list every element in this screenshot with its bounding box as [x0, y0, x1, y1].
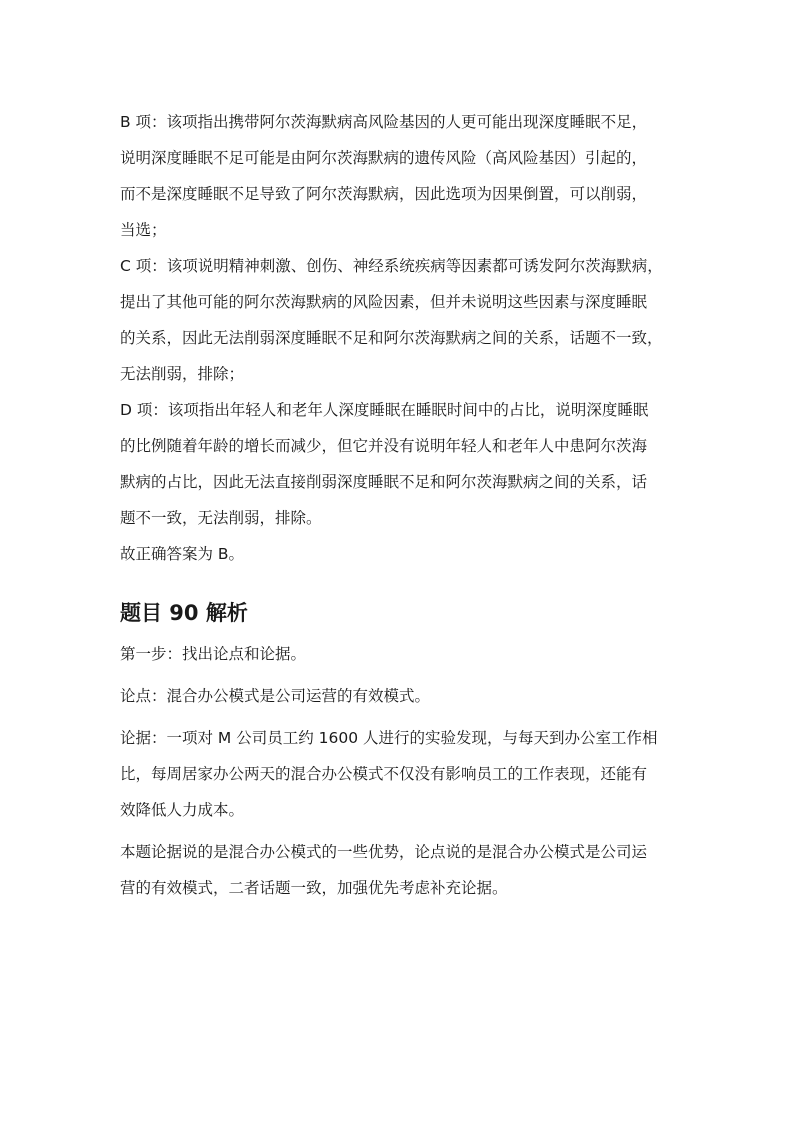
question-90-analysis — [120, 636, 680, 906]
option-b-analysis — [120, 104, 680, 248]
text-line: B 项：该项指出携带阿尔茨海默病高风险基因的人更可能出现深度睡眠不足， — [120, 113, 648, 131]
section-title: 题目 90 解析 — [120, 601, 248, 625]
text-line: 无法削弱，排除； — [120, 365, 245, 383]
text-line: 第一步：找出论点和论据。 — [120, 645, 307, 663]
step-one — [120, 636, 680, 672]
conclusion — [120, 536, 680, 572]
text-line: 默病的占比，因此无法直接削弱深度睡眠不足和阿尔茨海默病之间的关系，话 — [120, 473, 648, 491]
option-d-analysis — [120, 392, 680, 536]
text-line: 比，每周居家办公两天的混合办公模式不仅没有影响员工的工作表现，还能有 — [120, 765, 648, 783]
summary — [120, 834, 680, 906]
text-line: 而不是深度睡眠不足导致了阿尔茨海默病，因此选项为因果倒置，可以削弱， — [120, 185, 648, 203]
text-line: D 项：该项指出年轻人和老年人深度睡眠在睡眠时间中的占比，说明深度睡眠 — [120, 401, 649, 419]
text-line: 题不一致，无法削弱，排除。 — [120, 509, 322, 527]
text-line: C 项：该项说明精神刺激、创伤、神经系统疾病等因素都可诱发阿尔茨海默病， — [120, 257, 663, 275]
option-c-analysis — [120, 248, 680, 392]
thesis — [120, 678, 680, 714]
text-line: 的比例随着年龄的增长而减少，但它并没有说明年轻人和老年人中患阿尔茨海 — [120, 437, 648, 455]
text-line: 论点：混合办公模式是公司运营的有效模式。 — [120, 687, 431, 705]
text-line: 的关系，因此无法削弱深度睡眠不足和阿尔茨海默病之间的关系，话题不一致， — [120, 329, 663, 347]
text-line: 故正确答案为 B。 — [120, 545, 245, 563]
text-line: 说明深度睡眠不足可能是由阿尔茨海默病的遗传风险（高风险基因）引起的， — [120, 149, 648, 167]
text-line: 效降低人力成本。 — [120, 801, 245, 819]
text-line: 当选； — [120, 221, 167, 239]
evidence — [120, 720, 680, 828]
text-line: 论据：一项对 M 公司员工约 1600 人进行的实验发现，与每天到办公室工作相 — [120, 729, 658, 747]
text-line: 营的有效模式，二者话题一致，加强优先考虑补充论据。 — [120, 879, 508, 897]
text-line: 提出了其他可能的阿尔茨海默病的风险因素，但并未说明这些因素与深度睡眠 — [120, 293, 648, 311]
text-line: 本题论据说的是混合办公模式的一些优势，论点说的是混合办公模式是公司运 — [120, 843, 648, 861]
